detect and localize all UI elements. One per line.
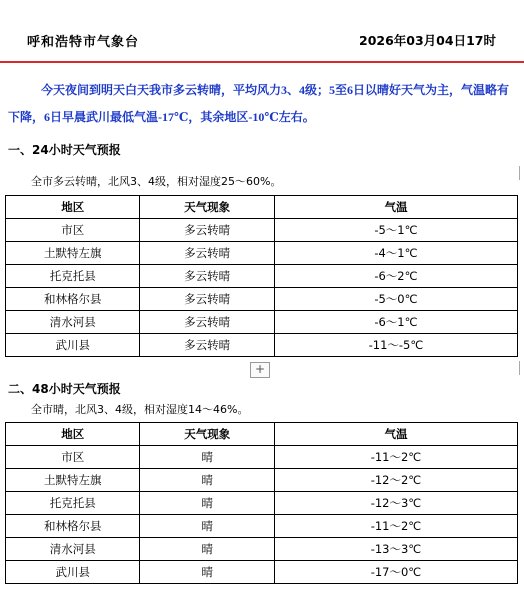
region-cell: 市区 xyxy=(6,446,140,469)
table-row xyxy=(6,538,518,561)
weather-cell: 晴 xyxy=(140,492,274,515)
temperature-cell: -11～-5℃ xyxy=(274,334,517,357)
temperature-cell: -12～3℃ xyxy=(274,492,517,515)
region-cell: 武川县 xyxy=(6,561,140,584)
weather-cell: 多云转晴 xyxy=(140,219,274,242)
col-header-region: 地区 xyxy=(6,423,140,446)
table-row xyxy=(6,288,518,311)
section-48h-description: 全市晴，北风3、4级，相对湿度14～46%。 xyxy=(31,403,249,416)
temperature-cell: -6～2℃ xyxy=(274,265,517,288)
col-header-weather: 天气现象 xyxy=(140,423,274,446)
section-24h-description: 全市多云转晴，北风3、4级，相对湿度25～60%。 xyxy=(31,175,282,188)
temperature-cell: -5～0℃ xyxy=(274,288,517,311)
col-header-temperature: 气温 xyxy=(274,423,517,446)
col-header-weather: 天气现象 xyxy=(140,196,274,219)
temperature-cell: -11～2℃ xyxy=(274,446,517,469)
scroll-edge-marker xyxy=(519,166,524,180)
region-cell: 土默特左旗 xyxy=(6,242,140,265)
weather-cell: 晴 xyxy=(140,515,274,538)
table-header-row xyxy=(6,423,518,446)
region-cell: 清水河县 xyxy=(6,311,140,334)
table-row xyxy=(6,334,518,357)
temperature-cell: -5～1℃ xyxy=(274,219,517,242)
table-header-row xyxy=(6,196,518,219)
weather-cell: 晴 xyxy=(140,561,274,584)
weather-cell: 多云转晴 xyxy=(140,242,274,265)
temperature-cell: -4～1℃ xyxy=(274,242,517,265)
region-cell: 市区 xyxy=(6,219,140,242)
station-title: 呼和浩特市气象台 xyxy=(27,35,140,50)
region-cell: 和林格尔县 xyxy=(6,288,140,311)
col-header-region: 地区 xyxy=(6,196,140,219)
weather-cell: 晴 xyxy=(140,538,274,561)
col-header-temperature: 气温 xyxy=(274,196,517,219)
weather-cell: 多云转晴 xyxy=(140,265,274,288)
table-row xyxy=(6,515,518,538)
table-row xyxy=(6,492,518,515)
table-row xyxy=(6,311,518,334)
region-cell: 和林格尔县 xyxy=(6,515,140,538)
scroll-edge-marker xyxy=(519,361,524,375)
temperature-cell: -6～1℃ xyxy=(274,311,517,334)
weather-cell: 多云转晴 xyxy=(140,334,274,357)
section-48h-title: 二、48小时天气预报 xyxy=(8,382,121,396)
page-header xyxy=(0,0,524,62)
weather-cell: 晴 xyxy=(140,446,274,469)
header-divider xyxy=(0,61,524,63)
temperature-cell: -13～3℃ xyxy=(274,538,517,561)
region-cell: 土默特左旗 xyxy=(6,469,140,492)
table-row xyxy=(6,265,518,288)
region-cell: 托克托县 xyxy=(6,265,140,288)
table-row xyxy=(6,219,518,242)
temperature-cell: -17～0℃ xyxy=(274,561,517,584)
forecast-summary: 今天夜间到明天白天我市多云转晴，平均风力3、4级；5至6日以晴好天气为主，气温略有下降，6日早晨武川最低气温-17℃，其余地区-10℃左右。 xyxy=(8,83,510,124)
temperature-cell: -12～2℃ xyxy=(274,469,517,492)
weather-cell: 多云转晴 xyxy=(140,311,274,334)
expand-button[interactable]: + xyxy=(250,362,270,378)
region-cell: 武川县 xyxy=(6,334,140,357)
table-row xyxy=(6,242,518,265)
table-row xyxy=(6,561,518,584)
section-24h-title: 一、24小时天气预报 xyxy=(8,143,121,157)
temperature-cell: -11～2℃ xyxy=(274,515,517,538)
forecast-24h-table xyxy=(5,195,518,357)
region-cell: 托克托县 xyxy=(6,492,140,515)
table-row xyxy=(6,446,518,469)
table-row xyxy=(6,469,518,492)
weather-cell: 晴 xyxy=(140,469,274,492)
forecast-48h-table xyxy=(5,422,518,584)
issue-datetime: 2026年03月04日17时 xyxy=(359,33,496,48)
weather-cell: 多云转晴 xyxy=(140,288,274,311)
region-cell: 清水河县 xyxy=(6,538,140,561)
